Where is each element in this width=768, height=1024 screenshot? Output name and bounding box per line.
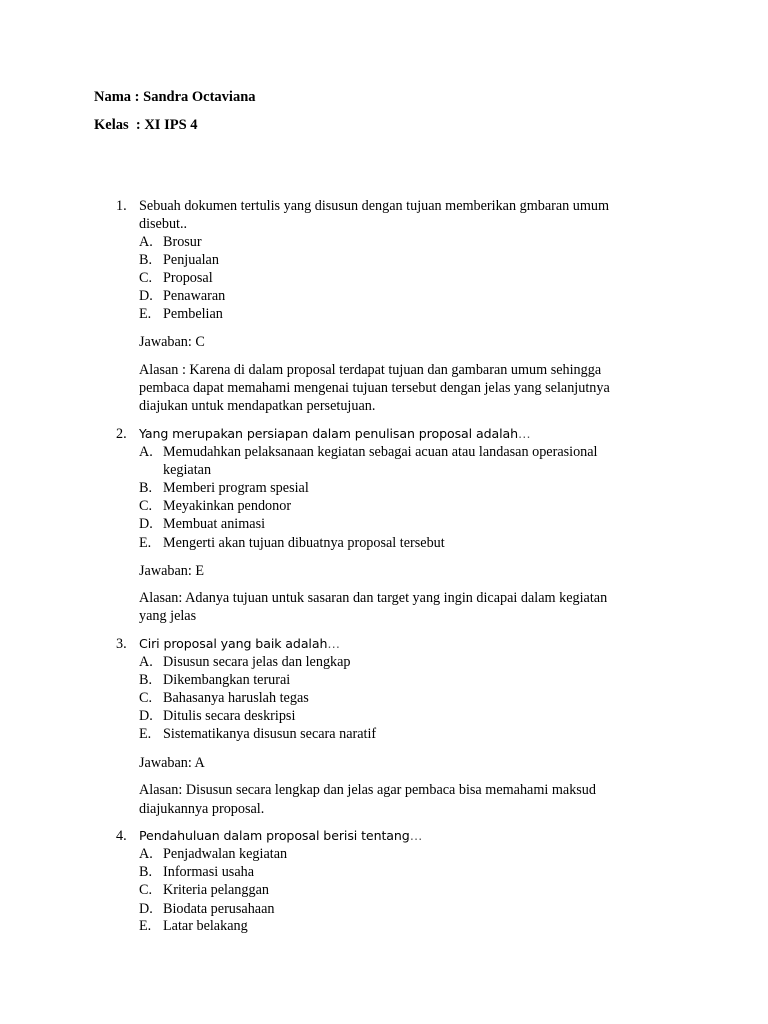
option-text: Sistematikanya disusun secara naratif (163, 726, 377, 742)
option-a (139, 443, 598, 461)
option-text: Brosur (163, 234, 202, 250)
student-class: Kelas : XI IPS 4 (94, 117, 198, 133)
question-text (139, 425, 530, 443)
option-text: Penjualan (163, 252, 219, 268)
question-text-body: Ciri proposal yang baik adalah (139, 636, 328, 651)
option-text: Proposal (163, 270, 213, 286)
reason-line-2: pembaca dapat memahami mengenai tujuan tersebut dengan jelas yang selanjutnya (139, 380, 610, 396)
reason-line-1: Alasan: Adanya tujuan untuk sasaran dan target yang ingin dicapai dalam kegiatan (139, 590, 608, 606)
option-a (139, 845, 287, 863)
option-text: Dikembangkan terurai (163, 672, 291, 688)
option-letter: B. (139, 252, 153, 268)
question-text-body: Pendahuluan dalam proposal berisi tentang (139, 828, 410, 843)
answer: Jawaban: E (139, 563, 205, 579)
option-d (139, 515, 265, 533)
option-text: Membuat animasi (163, 516, 266, 532)
option-letter: C. (139, 690, 153, 706)
ellipsis: … (327, 636, 340, 651)
option-letter: C. (139, 882, 153, 898)
option-letter: E. (139, 306, 152, 322)
option-text: Kriteria pelanggan (163, 882, 269, 898)
option-d (139, 707, 295, 725)
option-letter: E. (139, 918, 152, 934)
option-text: Disusun secara jelas dan lengkap (163, 654, 351, 670)
question-number: 3. (116, 636, 127, 652)
option-letter: D. (139, 708, 153, 724)
option-b (139, 479, 309, 497)
option-c (139, 689, 309, 707)
option-a-continuation: kegiatan (163, 462, 212, 478)
option-text: Pembelian (163, 306, 223, 322)
reason-line-1: Alasan: Disusun secara lengkap dan jelas agar pembaca bisa memahami maksud (139, 782, 596, 798)
option-text: Penjadwalan kegiatan (163, 846, 288, 862)
answer: Jawaban: A (139, 755, 205, 771)
option-d (139, 900, 274, 918)
option-text: Latar belakang (163, 918, 248, 934)
question-text (139, 635, 340, 653)
student-name: Nama : Sandra Octaviana (94, 89, 256, 105)
option-letter: E. (139, 535, 152, 551)
question-number: 4. (116, 828, 127, 844)
option-letter: A. (139, 846, 153, 862)
option-c (139, 881, 269, 899)
option-text: Penawaran (163, 288, 226, 304)
option-letter: C. (139, 270, 153, 286)
option-a (139, 233, 202, 251)
option-a (139, 653, 351, 671)
option-e (139, 725, 376, 743)
option-e (139, 534, 445, 552)
option-b (139, 251, 219, 269)
reason-line-2: yang jelas (139, 608, 197, 624)
option-e (139, 305, 223, 323)
option-text: Memudahkan pelaksanaan kegiatan sebagai acuan atau landasan operasional (163, 444, 598, 460)
option-text: Meyakinkan pendonor (163, 498, 292, 514)
option-letter: A. (139, 234, 153, 250)
ellipsis: … (409, 828, 423, 843)
reason-line-3: diajukan untuk mendapatkan persetujuan. (139, 398, 376, 414)
question-text-line-1: Sebuah dokumen tertulis yang disusun dengan tujuan memberikan gmbaran umum (139, 198, 610, 214)
option-text: Informasi usaha (163, 864, 255, 880)
option-text: Memberi program spesial (163, 480, 309, 496)
option-text: Bahasanya haruslah tegas (163, 690, 309, 706)
option-letter: E. (139, 726, 152, 742)
question-text-body: Yang merupakan persiapan dalam penulisan proposal adalah (139, 426, 518, 441)
option-e (139, 917, 248, 935)
option-letter: A. (139, 654, 153, 670)
option-b (139, 671, 290, 689)
reason-line-1: Alasan : Karena di dalam proposal terdapat tujuan dan gambaran umum sehingga (139, 362, 602, 378)
option-text: Mengerti akan tujuan dibuatnya proposal tersebut (163, 535, 445, 551)
option-text: Biodata perusahaan (163, 901, 275, 917)
question-number: 2. (116, 426, 127, 442)
option-b (139, 863, 254, 881)
option-letter: B. (139, 672, 153, 688)
option-letter: B. (139, 480, 153, 496)
option-d (139, 287, 225, 305)
option-text: Ditulis secara deskripsi (163, 708, 296, 724)
question-number: 1. (116, 198, 127, 214)
answer: Jawaban: C (139, 334, 205, 350)
option-letter: A. (139, 444, 153, 460)
option-letter: D. (139, 288, 153, 304)
question-text-line-2: disebut.. (139, 216, 188, 232)
option-letter: D. (139, 516, 153, 532)
option-letter: D. (139, 901, 153, 917)
ellipsis: … (517, 426, 531, 441)
reason-line-2: diajukannya proposal. (139, 801, 265, 817)
option-c (139, 269, 213, 287)
option-c (139, 497, 291, 515)
question-text (139, 827, 422, 845)
option-letter: C. (139, 498, 153, 514)
option-letter: B. (139, 864, 153, 880)
